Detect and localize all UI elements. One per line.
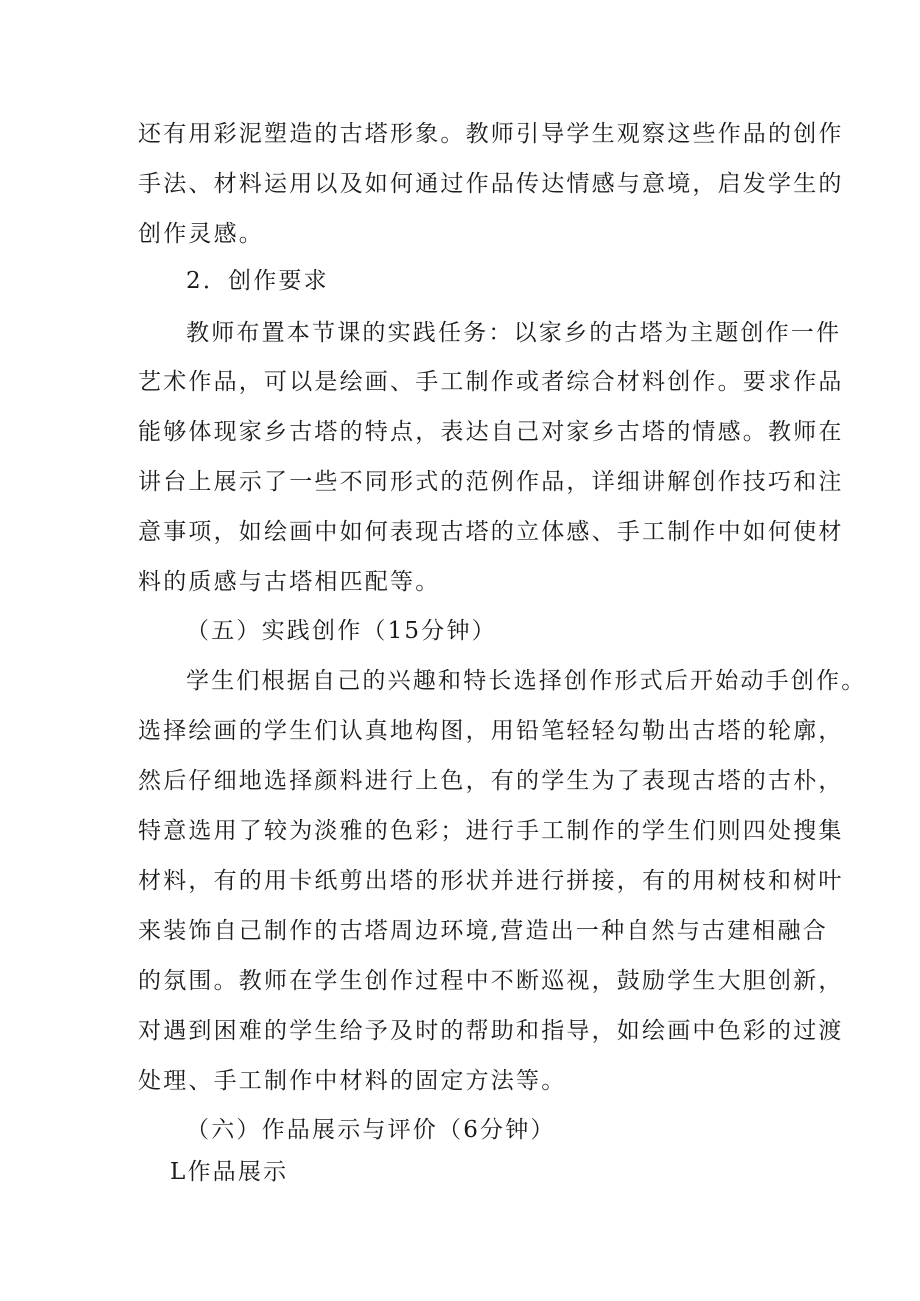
paragraph-line: 对遇到困难的学生给予及时的帮助和指导，如绘画中色彩的过渡 xyxy=(138,1018,844,1044)
section-heading: （六）作品展示与评价（6分钟） xyxy=(186,1117,556,1143)
paragraph-line: 的氛围。教师在学生创作过程中不断巡视，鼓励学生大胆创新， xyxy=(138,968,844,994)
paragraph-line: 处理、手工制作中材料的固定方法等。 xyxy=(138,1068,567,1094)
paragraph-line: 料的质感与古塔相匹配等。 xyxy=(138,569,441,595)
paragraph-line: 手法、材料运用以及如何通过作品传达情感与意境，启发学生的 xyxy=(138,171,844,197)
paragraph-line: 特意选用了较为淡雅的色彩；进行手工制作的学生们则四处搜集 xyxy=(138,818,844,844)
section-heading: L作品展示 xyxy=(170,1159,289,1185)
section-heading: 2．创作要求 xyxy=(186,268,329,294)
paragraph-line: 材料，有的用卡纸剪出塔的形状并进行拼接，有的用树枝和树叶 xyxy=(138,868,844,894)
paragraph-line: 能够体现家乡古塔的特点，表达自己对家乡古塔的情感。教师在 xyxy=(138,419,844,445)
paragraph-line: 来装饰自己制作的古塔周边环境,营造出一种自然与古建相融合 xyxy=(138,918,828,944)
paragraph-line: 选择绘画的学生们认真地构图，用铅笔轻轻勾勒出古塔的轮廓， xyxy=(138,718,844,744)
paragraph-line: 创作灵感。 xyxy=(138,221,264,247)
paragraph-line: 艺术作品，可以是绘画、手工制作或者综合材料创作。要求作品 xyxy=(138,369,844,395)
paragraph-line: 学生们根据自己的兴趣和特长选择创作形式后开始动手创作。 xyxy=(186,668,867,694)
section-heading: （五）实践创作（15分钟） xyxy=(186,618,497,644)
paragraph-line: 意事项，如绘画中如何表现古塔的立体感、手工制作中如何使材 xyxy=(138,519,844,545)
paragraph-line: 讲台上展示了一些不同形式的范例作品，详细讲解创作技巧和注 xyxy=(138,469,844,495)
paragraph-line: 还有用彩泥塑造的古塔形象。教师引导学生观察这些作品的创作 xyxy=(138,121,844,147)
paragraph-line: 然后仔细地选择颜料进行上色，有的学生为了表现古塔的古朴， xyxy=(138,768,844,794)
paragraph-line: 教师布置本节课的实践任务：以家乡的古塔为主题创作一件 xyxy=(186,320,842,346)
